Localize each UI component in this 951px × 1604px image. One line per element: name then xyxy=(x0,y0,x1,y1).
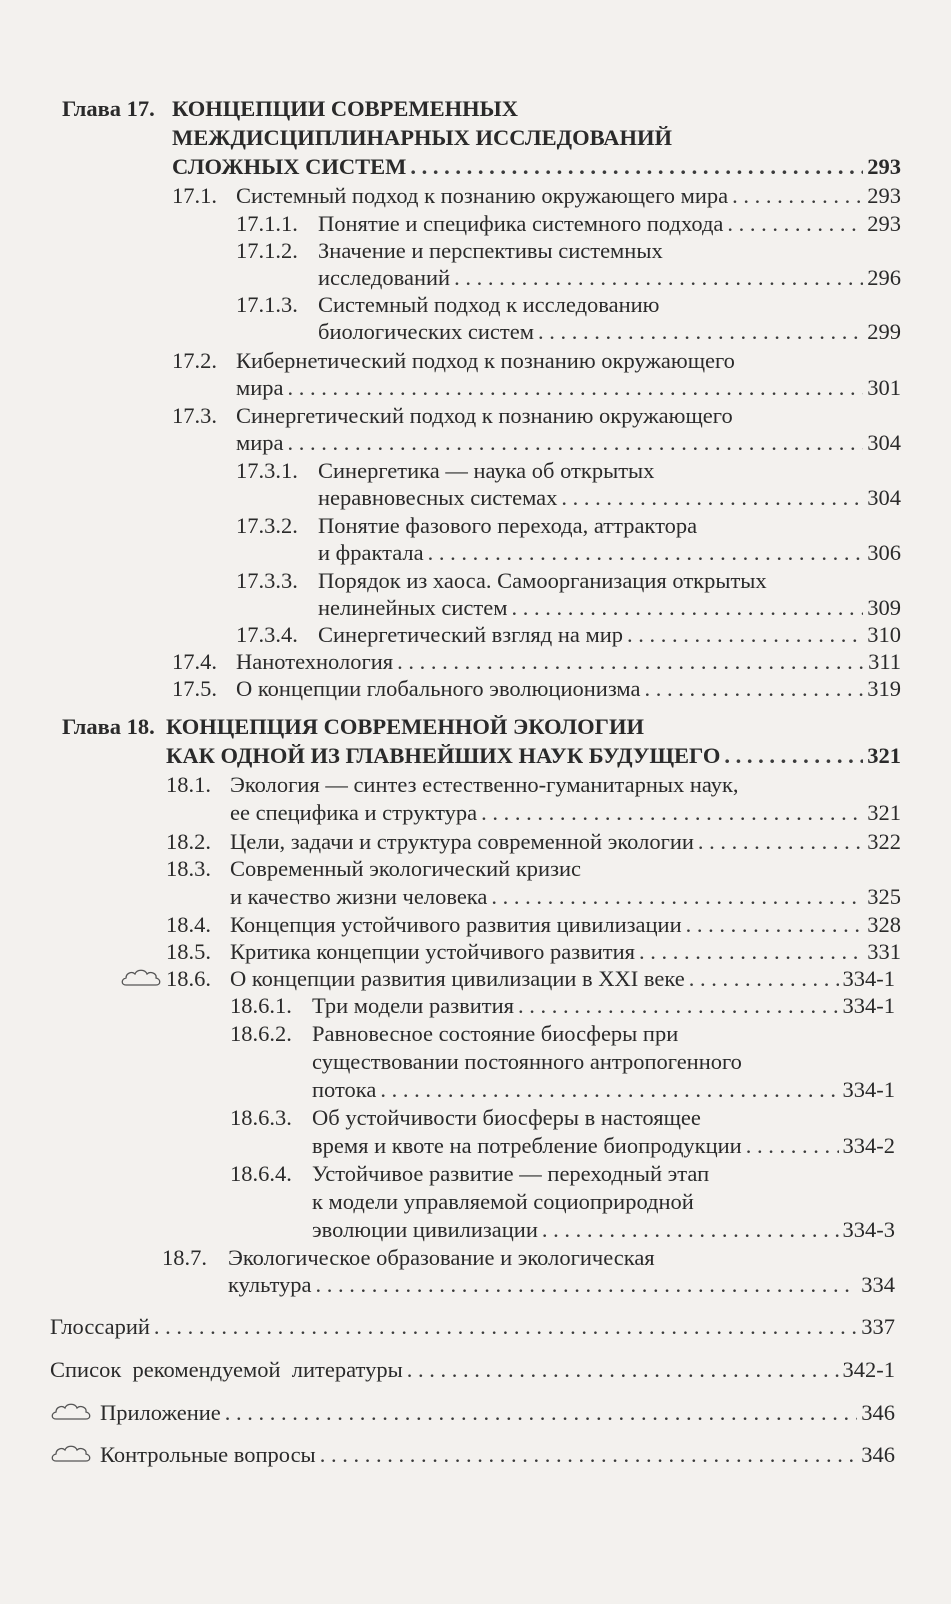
leader-dots xyxy=(561,485,863,511)
page-number: 311 xyxy=(868,649,901,674)
leader-dots xyxy=(380,1077,838,1103)
leader-dots xyxy=(518,993,839,1019)
section-number: 17.4. xyxy=(172,649,217,674)
leader-dots xyxy=(288,375,864,401)
leader-dots xyxy=(316,1272,858,1298)
chapter-17-title-line2: МЕЖДИСЦИПЛИНАРНЫХ ИССЛЕДОВАНИЙ xyxy=(172,125,672,150)
toc-entry-17-3[interactable]: мира . . . 304 xyxy=(236,430,901,456)
section-number: 17.1. xyxy=(172,183,217,208)
toc-entry-17-5[interactable]: О концепции глобального эволюционизма . . . 319 xyxy=(236,676,901,702)
toc-entry-18-1[interactable]: ее специфика и структура . . . 321 xyxy=(230,800,901,826)
cloud-icon xyxy=(120,968,162,988)
toc-entry-17-1-3[interactable]: биологических систем . . . 299 xyxy=(318,319,901,345)
toc-entry-17-1-2[interactable]: исследований . . . 296 xyxy=(318,265,901,291)
section-number: 17.1.2. xyxy=(236,238,298,263)
leader-dots xyxy=(698,829,863,855)
toc-entry-17-3-2-line1[interactable]: Понятие фазового перехода, аттрактора xyxy=(318,513,698,538)
chapter-17-entry[interactable]: СЛОЖНЫХ СИСТЕМ . . . 293 xyxy=(172,154,901,180)
toc-entry-18-3[interactable]: и качество жизни человека . . . 325 xyxy=(230,884,901,910)
page-number: 325 xyxy=(867,884,901,909)
section-number: 17.3.2. xyxy=(236,513,298,538)
page-number: 296 xyxy=(867,265,901,290)
page-number: 293 xyxy=(867,183,901,208)
toc-entry-18-7-line1[interactable]: Экологическое образование и экологическая xyxy=(228,1245,655,1270)
chapter-17-title-line1: КОНЦЕПЦИИ СОВРЕМЕННЫХ xyxy=(172,96,518,121)
chapter-18-title-line1: КОНЦЕПЦИЯ СОВРЕМЕННОЙ ЭКОЛОГИИ xyxy=(166,714,645,739)
section-number: 18.6.4. xyxy=(230,1161,292,1186)
page-number: 301 xyxy=(867,375,901,400)
page-number: 309 xyxy=(867,595,901,620)
leader-dots xyxy=(644,676,863,702)
toc-entry-18-6-4[interactable]: эволюции цивилизации . . . 334-3 xyxy=(312,1217,895,1243)
toc-entry-17-1-3-line1[interactable]: Системный подход к исследованию xyxy=(318,292,660,317)
leader-dots xyxy=(320,1442,858,1468)
chapter-17-label: Глава 17. xyxy=(62,96,155,121)
page-number: 304 xyxy=(867,430,901,455)
toc-entry-18-6-4-line2[interactable]: к модели управляемой социоприродной xyxy=(312,1189,694,1214)
toc-entry-18-6-3[interactable]: время и квоте на потребление биопродукции . . . 334-2 xyxy=(312,1133,895,1159)
leader-dots xyxy=(746,1133,839,1159)
leader-dots xyxy=(407,1357,839,1383)
chapter-18-entry[interactable]: КАК ОДНОЙ ИЗ ГЛАВНЕЙШИХ НАУК БУДУЩЕГО . . . 321 xyxy=(166,743,901,769)
toc-entry-18-2[interactable]: Цели, задачи и структура современной экологии . . . 322 xyxy=(230,829,901,855)
toc-entry-18-5[interactable]: Критика концепции устойчивого развития . . . 331 xyxy=(230,939,901,965)
leader-dots xyxy=(542,1217,839,1243)
toc-entry-18-6-2[interactable]: потока . . . 334-1 xyxy=(312,1077,895,1103)
section-number: 18.3. xyxy=(166,856,211,881)
toc-entry-17-2-line1[interactable]: Кибернетический подход к познанию окружающего xyxy=(236,348,735,373)
leader-dots xyxy=(225,1400,857,1426)
toc-entry-17-3-line1[interactable]: Синергетический подход к познанию окружающего xyxy=(236,403,733,428)
page-number: 334 xyxy=(861,1272,895,1297)
toc-entry-17-3-4[interactable]: Синергетический взгляд на мир . . . 310 xyxy=(318,622,901,648)
toc-entry-17-4[interactable]: Нанотехнология . . . 311 xyxy=(236,649,901,675)
leader-dots xyxy=(481,800,863,826)
page-number: 334-1 xyxy=(842,993,895,1018)
toc-entry-18-6[interactable]: О концепции развития цивилизации в XXI веке . . . 334-1 xyxy=(230,966,895,992)
section-number: 17.5. xyxy=(172,676,217,701)
cloud-icon xyxy=(50,1444,92,1464)
toc-entry-18-4[interactable]: Концепция устойчивого развития цивилизации . . . 328 xyxy=(230,912,901,938)
page-number: 328 xyxy=(867,912,901,937)
page-number: 293 xyxy=(867,154,901,179)
toc-entry-17-3-3-line1[interactable]: Порядок из хаоса. Самоорганизация открытых xyxy=(318,568,767,593)
section-number: 18.1. xyxy=(166,772,211,797)
page-number: 319 xyxy=(867,676,901,701)
toc-entry-18-1-line1[interactable]: Экология — синтез естественно-гуманитарных наук, xyxy=(230,772,739,797)
section-number: 18.6. xyxy=(166,966,211,991)
toc-entry-18-7[interactable]: культура . . . 334 xyxy=(228,1272,895,1298)
leader-dots xyxy=(538,319,863,345)
page-number: 304 xyxy=(867,485,901,510)
section-number: 17.3.4. xyxy=(236,622,298,647)
section-number: 17.3.1. xyxy=(236,458,298,483)
section-number: 18.6.2. xyxy=(230,1021,292,1046)
toc-entry-18-6-1[interactable]: Три модели развития . . . 334-1 xyxy=(312,993,895,1019)
leader-dots xyxy=(686,912,864,938)
page-number: 310 xyxy=(867,622,901,647)
leader-dots xyxy=(639,939,863,965)
toc-entry-literature[interactable]: Список рекомендуемой литературы . . . 342-1 xyxy=(50,1357,895,1383)
leader-dots xyxy=(428,540,864,566)
toc-entry-17-3-2[interactable]: и фрактала . . . 306 xyxy=(318,540,901,566)
leader-dots xyxy=(491,884,863,910)
toc-entry-18-6-2-line2[interactable]: существовании постоянного антропогенного xyxy=(312,1049,742,1074)
page-number: 321 xyxy=(867,743,901,768)
section-number: 17.1.1. xyxy=(236,211,298,236)
page-number: 334-1 xyxy=(842,1077,895,1102)
page-number: 331 xyxy=(867,939,901,964)
toc-entry-17-1-1[interactable]: Понятие и специфика системного подхода . . . 293 xyxy=(318,211,901,237)
chapter-18-label: Глава 18. xyxy=(62,714,155,739)
section-number: 18.7. xyxy=(162,1245,207,1270)
page-number: 346 xyxy=(861,1442,895,1467)
section-number: 18.4. xyxy=(166,912,211,937)
page-number: 293 xyxy=(867,211,901,236)
leader-dots xyxy=(410,154,863,180)
cloud-icon xyxy=(50,1402,92,1422)
toc-entry-17-3-3[interactable]: нелинейных систем . . . 309 xyxy=(318,595,901,621)
section-number: 17.3.3. xyxy=(236,568,298,593)
toc-entry-17-3-1[interactable]: неравновесных системах . . . 304 xyxy=(318,485,901,511)
leader-dots xyxy=(627,622,863,648)
section-number: 17.1.3. xyxy=(236,292,298,317)
section-number: 17.2. xyxy=(172,348,217,373)
toc-entry-17-1[interactable]: Системный подход к познанию окружающего мира . . . 293 xyxy=(236,183,901,209)
page-number: 306 xyxy=(867,540,901,565)
leader-dots xyxy=(689,966,839,992)
toc-entry-18-6-2-line1[interactable]: Равновесное состояние биосферы при xyxy=(312,1021,679,1046)
toc-entry-18-6-3-line1[interactable]: Об устойчивости биосферы в настоящее xyxy=(312,1105,701,1130)
leader-dots xyxy=(511,595,863,621)
leader-dots xyxy=(454,265,863,291)
page-number: 321 xyxy=(867,800,901,825)
toc-entry-glossary[interactable]: Глоссарий . . . 337 xyxy=(50,1314,895,1340)
page-number: 322 xyxy=(867,829,901,854)
leader-dots xyxy=(727,211,863,237)
page-number: 346 xyxy=(861,1400,895,1425)
toc-entry-questions[interactable]: Контрольные вопросы . . . 346 xyxy=(100,1442,895,1468)
toc-entry-17-2[interactable]: мира . . . 301 xyxy=(236,375,901,401)
leader-dots xyxy=(154,1314,857,1340)
toc-entry-17-3-1-line1[interactable]: Синергетика — наука об открытых xyxy=(318,458,655,483)
section-number: 17.3. xyxy=(172,403,217,428)
page-number: 342-1 xyxy=(842,1357,895,1382)
section-number: 18.6.1. xyxy=(230,993,292,1018)
page-number: 334-2 xyxy=(842,1133,895,1158)
section-number: 18.5. xyxy=(166,939,211,964)
leader-dots xyxy=(732,183,863,209)
page-number: 334-1 xyxy=(842,966,895,991)
toc-entry-18-6-4-line1[interactable]: Устойчивое развитие — переходный этап xyxy=(312,1161,710,1186)
section-number: 18.6.3. xyxy=(230,1105,292,1130)
leader-dots xyxy=(288,430,864,456)
page-number: 337 xyxy=(861,1314,895,1339)
toc-entry-appendix[interactable]: Приложение . . . 346 xyxy=(100,1400,895,1426)
toc-entry-18-3-line1[interactable]: Современный экологический кризис xyxy=(230,856,581,881)
section-number: 18.2. xyxy=(166,829,211,854)
page-number: 334-3 xyxy=(842,1217,895,1242)
page-number: 299 xyxy=(867,319,901,344)
leader-dots xyxy=(724,743,863,769)
toc-entry-17-1-2-line1[interactable]: Значение и перспективы системных xyxy=(318,238,663,263)
leader-dots xyxy=(397,649,864,675)
